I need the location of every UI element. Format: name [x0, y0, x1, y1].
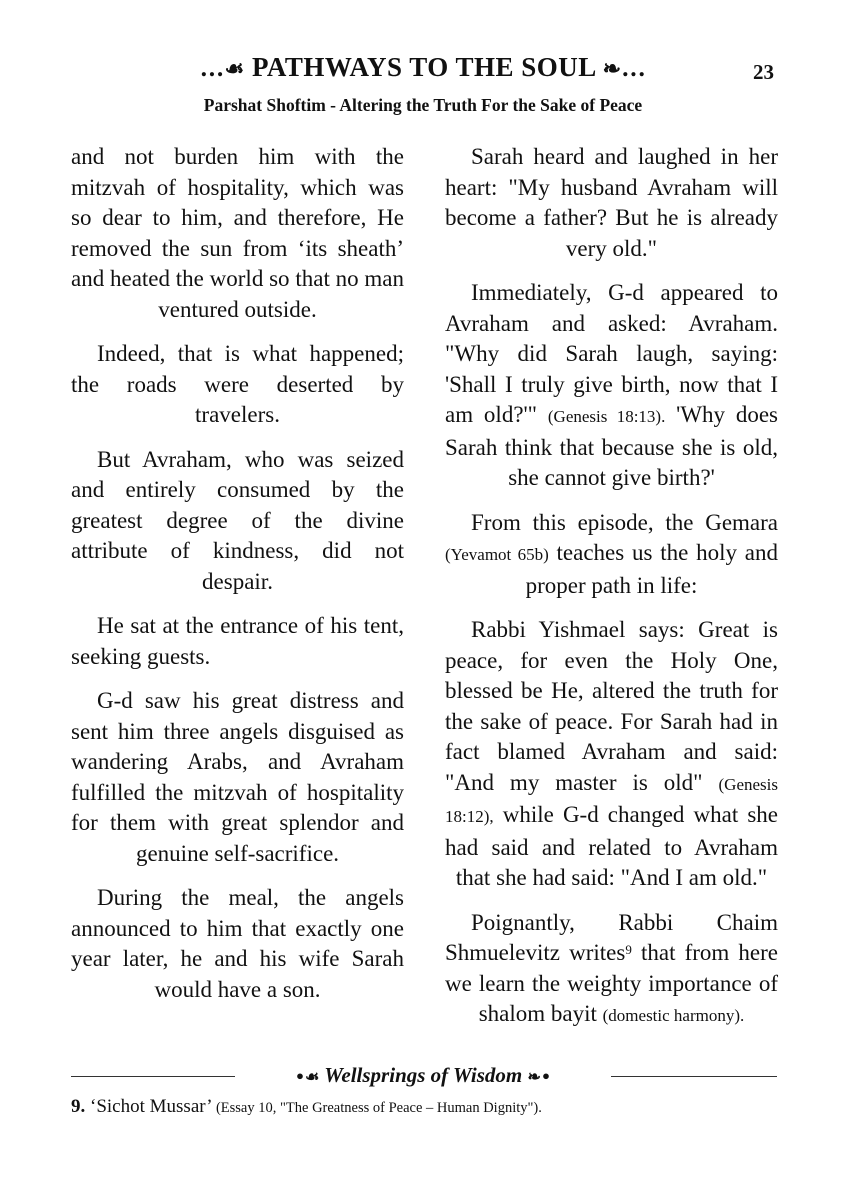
paragraph-text: Rabbi Yishmael says: Great is peace, for even the Holy One, blessed be He, altered the truth for the sake of peace. For Sarah had in fact blamed Avraham and said: "And my master is old": [445, 617, 778, 795]
ornament-right-icon: ❧...: [602, 56, 646, 82]
citation: (Genesis 18:13).: [547, 407, 666, 426]
citation: (Genesis 18:12),: [445, 774, 778, 826]
paragraph-text: while G-d changed what she had said and related to Avraham that she had said: "And I am old.": [445, 802, 778, 890]
paragraph: He sat at the entrance of his tent, seeking guests.: [71, 613, 404, 669]
paragraph: During the meal, the angels announced to him that exactly one year later, he and his wife Sarah would have a son.: [71, 885, 404, 1002]
running-footer: [0, 1063, 846, 1088]
left-column: [71, 142, 404, 1019]
footnote: [71, 1096, 777, 1118]
paragraph-text: Poignantly, Rabbi Chaim Shmuelevitz writes: [445, 909, 778, 965]
paragraph-text: From this episode, the Gemara: [471, 509, 778, 535]
footnote-source: ‘Sichot Mussar’: [90, 1096, 212, 1117]
paragraph: [445, 278, 778, 494]
paragraph: [445, 508, 778, 602]
footnote-detail: (Essay 10, "The Greatness of Peace – Human Dignity").: [215, 1100, 542, 1116]
paragraph: [445, 908, 778, 1032]
footnote-marker: 9: [625, 942, 632, 957]
paragraph-text: that from here we learn the weighty importance of shalom bayit: [445, 940, 779, 1026]
right-column: [445, 142, 778, 1046]
paragraph: But Avraham, who was seized and entirely consumed by the greatest degree of the divine attribute of kindness, did not despair.: [71, 446, 404, 594]
paragraph: and not burden him with the mitzvah of hospitality, which was so dear to him, and therefore, He removed the sun from ‘its sheath’ and heated the world so that no man ventured outside.: [71, 144, 404, 322]
paragraph: Indeed, that is what happened; the roads were deserted by travelers.: [71, 341, 404, 427]
paragraph-text: teaches us the holy and proper path in life:: [525, 540, 779, 598]
footer-title: Wellsprings of Wisdom: [324, 1063, 523, 1087]
chapter-subtitle: Parshat Shoftim - Altering the Truth For the Sake of Peace: [203, 95, 643, 115]
ornament-right-icon: ❧•: [527, 1067, 552, 1086]
citation: (Yevamot 65b): [445, 545, 549, 564]
parenthetical: (domestic harmony).: [602, 1006, 745, 1025]
book-title: PATHWAYS TO THE SOUL: [251, 52, 596, 82]
paragraph: [445, 615, 778, 894]
footnote-number: 9.: [71, 1096, 86, 1117]
paragraph-text: Immediately, G-d appeared to Avraham and asked: Avraham. "Why did Sarah laugh, saying: 'Shall I truly give birth, now that I am old?'": [445, 280, 778, 427]
page-number: 23: [753, 60, 774, 84]
paragraph: G-d saw his great distress and sent him three angels disguised as wandering Arabs, and Avraham fulfilled the mitzvah of hospitality for them with great splendor and genuine self-sacrifice.: [71, 688, 404, 866]
paragraph: Sarah heard and laughed in her heart: "My husband Avraham will become a father? But he is already very old.": [445, 144, 778, 261]
paragraph-text: 'Why does Sarah think that because she is old, she cannot give birth?': [445, 402, 779, 490]
running-header: [0, 52, 846, 83]
ornament-left-icon: •☙: [294, 1067, 320, 1086]
ornament-left-icon: ...☙: [199, 56, 245, 82]
